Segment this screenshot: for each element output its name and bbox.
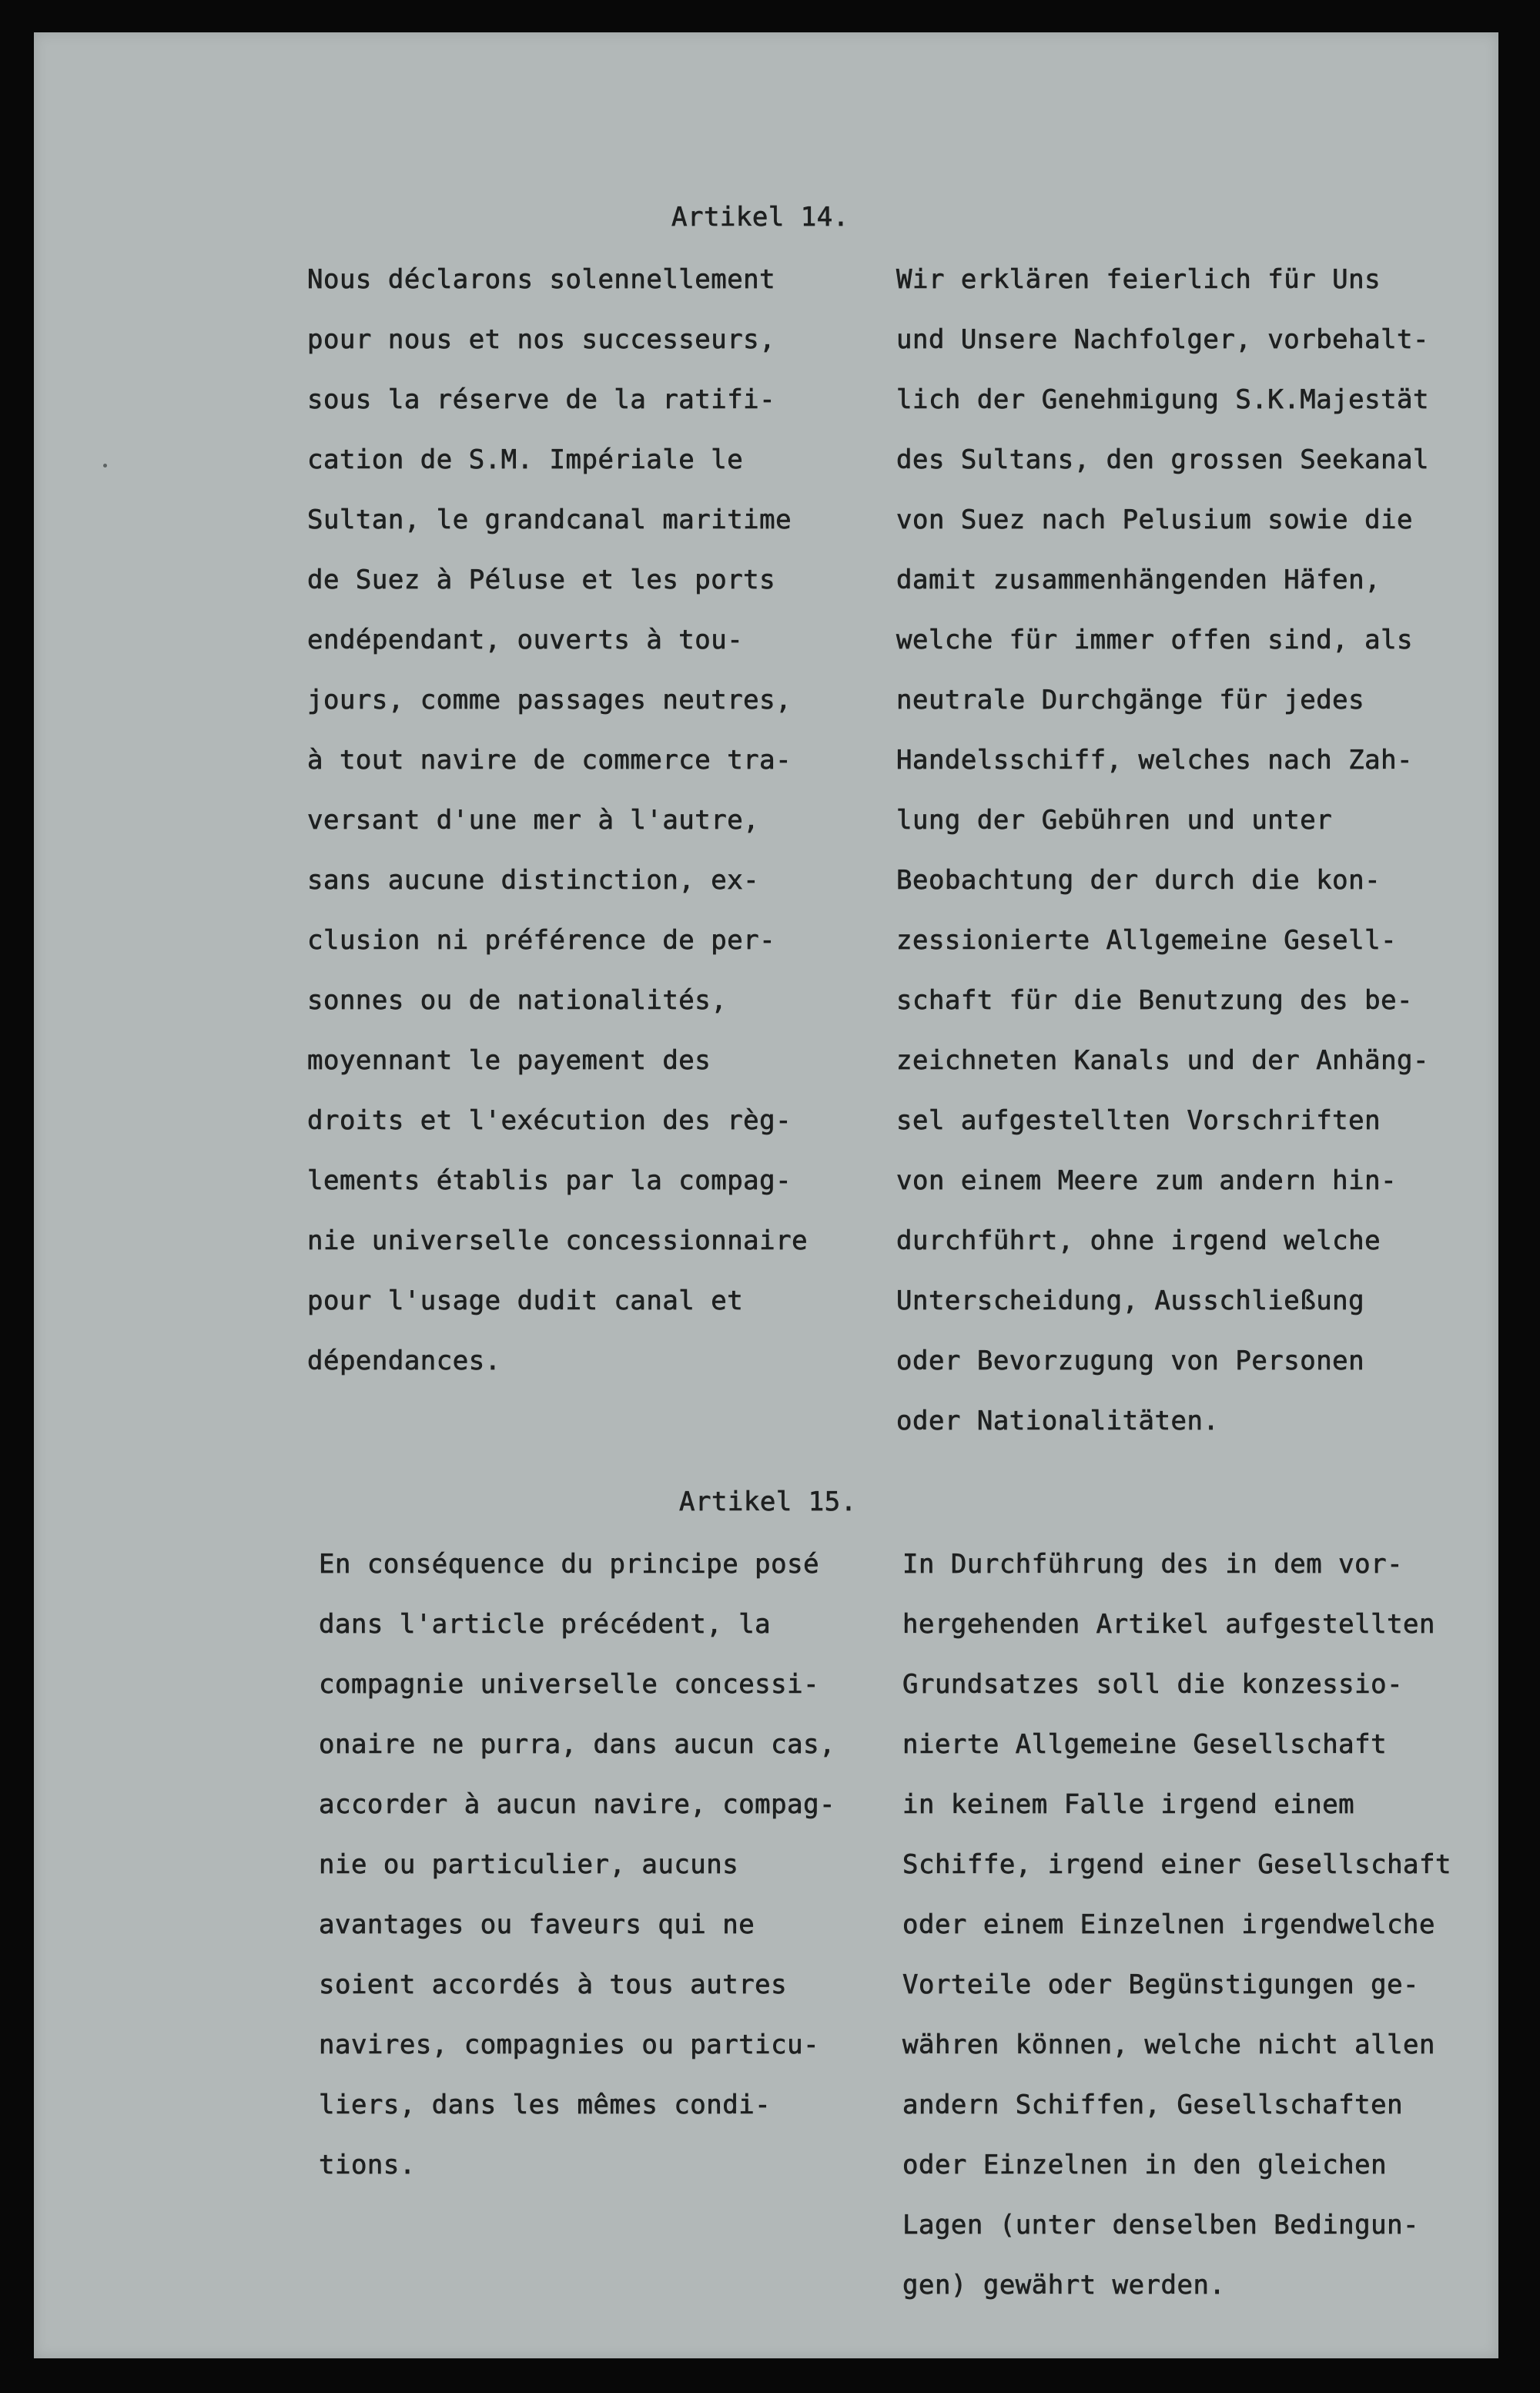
article-15-heading: Artikel 15. [679,1486,857,1517]
text-line: jours, comme passages neutres, [307,685,792,716]
text-line: Beobachtung der durch die kon- [896,865,1381,896]
text-line: Nous déclarons solennellement [307,264,776,295]
text-line: des Sultans, den grossen Seekanal [896,444,1430,475]
document-page [34,32,1498,2358]
text-line: nie ou particulier, aucuns [319,1849,739,1880]
text-line: und Unsere Nachfolger, vorbehalt- [896,324,1430,355]
text-line: lements établis par la compag- [307,1165,792,1196]
text-line: von Suez nach Pelusium sowie die [896,504,1414,535]
text-line: soient accordés à tous autres [319,1969,788,2000]
text-line: pour l'usage dudit canal et [307,1285,744,1316]
text-line: endépendant, ouverts à tou- [307,625,744,655]
paper-mark [103,464,107,468]
text-line: Schiffe, irgend einer Gesellschaft [902,1849,1451,1880]
text-line: damit zusammenhängenden Häfen, [896,565,1381,595]
text-line: Lagen (unter denselben Bedingun- [902,2210,1420,2241]
text-line: compagnie universelle concessi- [319,1669,820,1700]
text-line: Grundsatzes soll die konzessio- [902,1669,1404,1700]
text-line: welche für immer offen sind, als [896,625,1414,655]
text-line: Unterscheidung, Ausschließung [896,1285,1365,1316]
text-line: sonnes ou de nationalités, [307,985,728,1016]
text-line: in keinem Falle irgend einem [902,1789,1355,1820]
text-line: sous la réserve de la ratifi- [307,384,776,415]
text-line: Handelsschiff, welches nach Zah- [896,745,1414,776]
text-line: hergehenden Artikel aufgestellten [902,1609,1436,1640]
text-line: dépendances. [307,1346,501,1376]
text-line: durchführt, ohne irgend welche [896,1225,1381,1256]
text-line: accorder à aucun navire, compag- [319,1789,836,1820]
text-line: neutrale Durchgänge für jedes [896,685,1365,716]
text-line: lung der Gebühren und unter [896,805,1333,836]
text-line: avantages ou faveurs qui ne [319,1909,755,1940]
text-line: In Durchführung des in dem vor- [902,1549,1404,1580]
text-line: dans l'article précédent, la [319,1609,772,1640]
text-line: droits et l'exécution des règ- [307,1105,792,1136]
text-line: navires, compagnies ou particu- [319,2029,820,2060]
article-14-heading: Artikel 14. [671,202,849,233]
text-line: liers, dans les mêmes condi- [319,2090,772,2120]
text-line: lich der Genehmigung S.K.Majestät [896,384,1430,415]
text-line: tions. [319,2150,416,2180]
text-line: nie universelle concessionnaire [307,1225,808,1256]
text-line: clusion ni préférence de per- [307,925,776,956]
text-line: sans aucune distinction, ex- [307,865,760,896]
text-line: andern Schiffen, Gesellschaften [902,2090,1404,2120]
text-line: de Suez à Péluse et les ports [307,565,776,595]
text-line: à tout navire de commerce tra- [307,745,792,776]
text-line: versant d'une mer à l'autre, [307,805,760,836]
text-line: Wir erklären feierlich für Uns [896,264,1381,295]
text-line: En conséquence du principe posé [319,1549,820,1580]
text-line: oder Nationalitäten. [896,1406,1220,1436]
text-line: von einem Meere zum andern hin- [896,1165,1398,1196]
text-line: onaire ne purra, dans aucun cas, [319,1729,836,1760]
text-line: schaft für die Benutzung des be- [896,985,1414,1016]
text-line: oder Einzelnen in den gleichen [902,2150,1388,2180]
text-line: cation de S.M. Impériale le [307,444,744,475]
text-line: gen) gewährt werden. [902,2270,1226,2301]
text-line: Sultan, le grandcanal maritime [307,504,792,535]
text-line: währen können, welche nicht allen [902,2029,1436,2060]
text-line: nierte Allgemeine Gesellschaft [902,1729,1388,1760]
text-line: zessionierte Allgemeine Gesell- [896,925,1398,956]
text-line: sel aufgestellten Vorschriften [896,1105,1381,1136]
text-line: oder Bevorzugung von Personen [896,1346,1365,1376]
text-line: oder einem Einzelnen irgendwelche [902,1909,1436,1940]
text-line: pour nous et nos successeurs, [307,324,776,355]
text-line: zeichneten Kanals und der Anhäng- [896,1045,1430,1076]
text-line: Vorteile oder Begünstigungen ge- [902,1969,1420,2000]
text-line: moyennant le payement des [307,1045,711,1076]
